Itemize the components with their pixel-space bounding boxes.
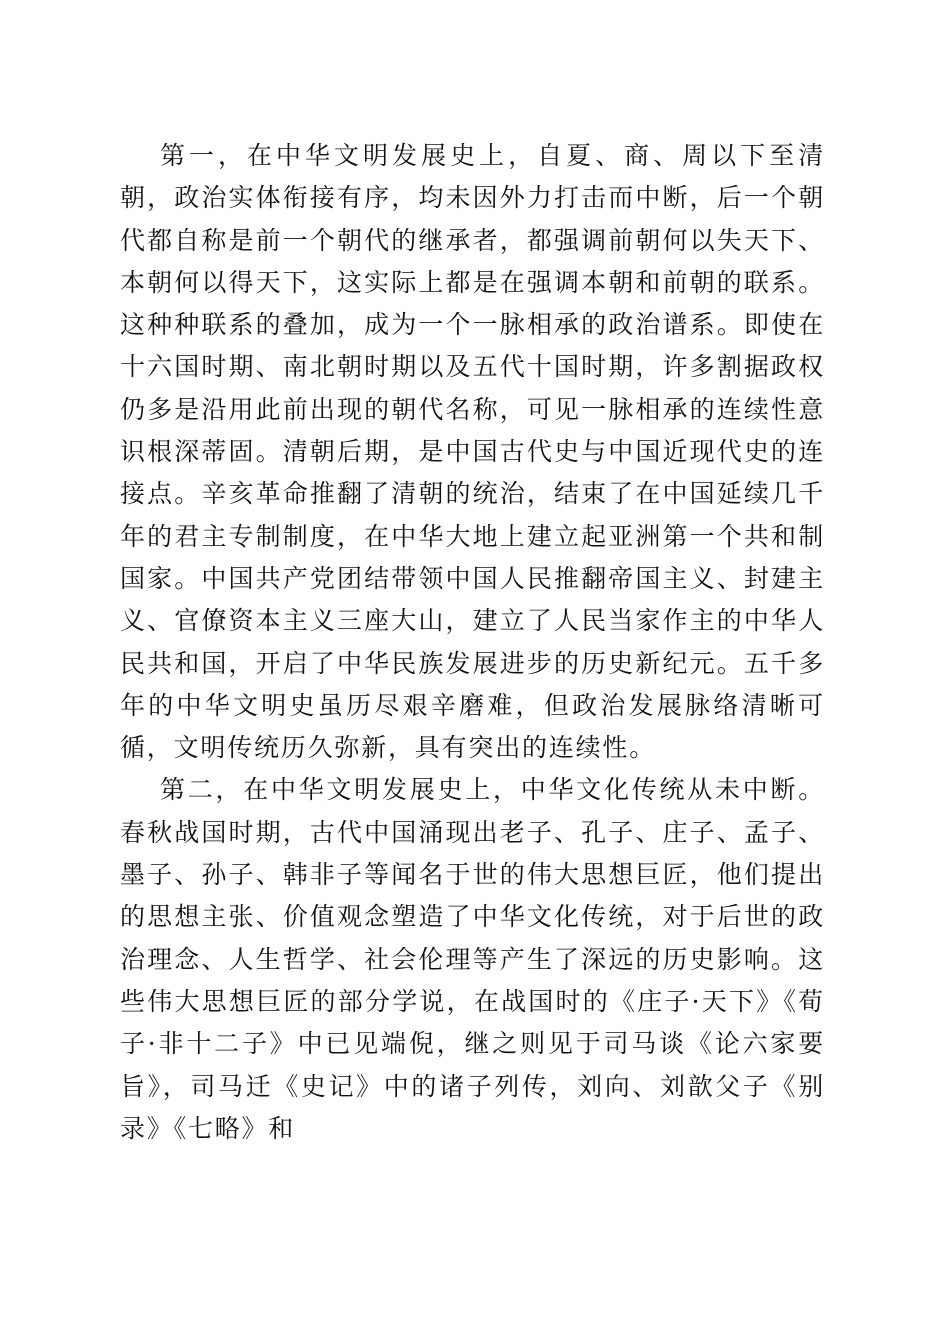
paragraph-1: 第一，在中华文明发展史上，自夏、商、周以下至清朝，政治实体衔接有序，均未因外力打击而中断，后一个朝代都自称是前一个朝代的继承者，都强调前朝何以失天下、本朝何以得天下，这实际上都是在强调本朝和前朝的联系。这种种联系的叠加，成为一个一脉相承的政治谱系。即使在十六国时期、南北朝时期以及五代十国时期，许多割据政权仍多是沿用此前出现的朝代名称，可见一脉相承的连续性意识根深蒂固。清朝后期，是中国古代史与中国近现代史的连接点。辛亥革命推翻了清朝的统治，结束了在中国延续几千年的君主专制制度，在中华大地上建立起亚洲第一个共和制国家。中国共产党团结带领中国人民推翻帝国主义、封建主义、官僚资本主义三座大山，建立了人民当家作主的中华人民共和国，开启了中华民族发展进步的历史新纪元。五千多年的中华文明史虽历尽艰辛磨难，但政治发展脉络清晰可循，文明传统历久弥新，具有突出的连续性。 bbox=[120, 141, 825, 763]
paragraph-2: 第二，在中华文明发展史上，中华文化传统从未中断。春秋战国时期，古代中国涌现出老子、孔子、庄子、孟子、墨子、孙子、韩非子等闻名于世的伟大思想巨匠，他们提出的思想主张、价值观念塑造了中华文化传统，对于后世的政治理念、人生哲学、社会伦理等产生了深远的历史影响。这些伟大思想巨匠的部分学说，在战国时的《庄子·天下》《荀子·非十二子》中已见端倪，继之则见于司马谈《论六家要旨》，司马迁《史记》中的诸子列传，刘向、刘歆父子《别录》《七略》和 bbox=[120, 775, 825, 1143]
document-page bbox=[120, 135, 825, 1150]
